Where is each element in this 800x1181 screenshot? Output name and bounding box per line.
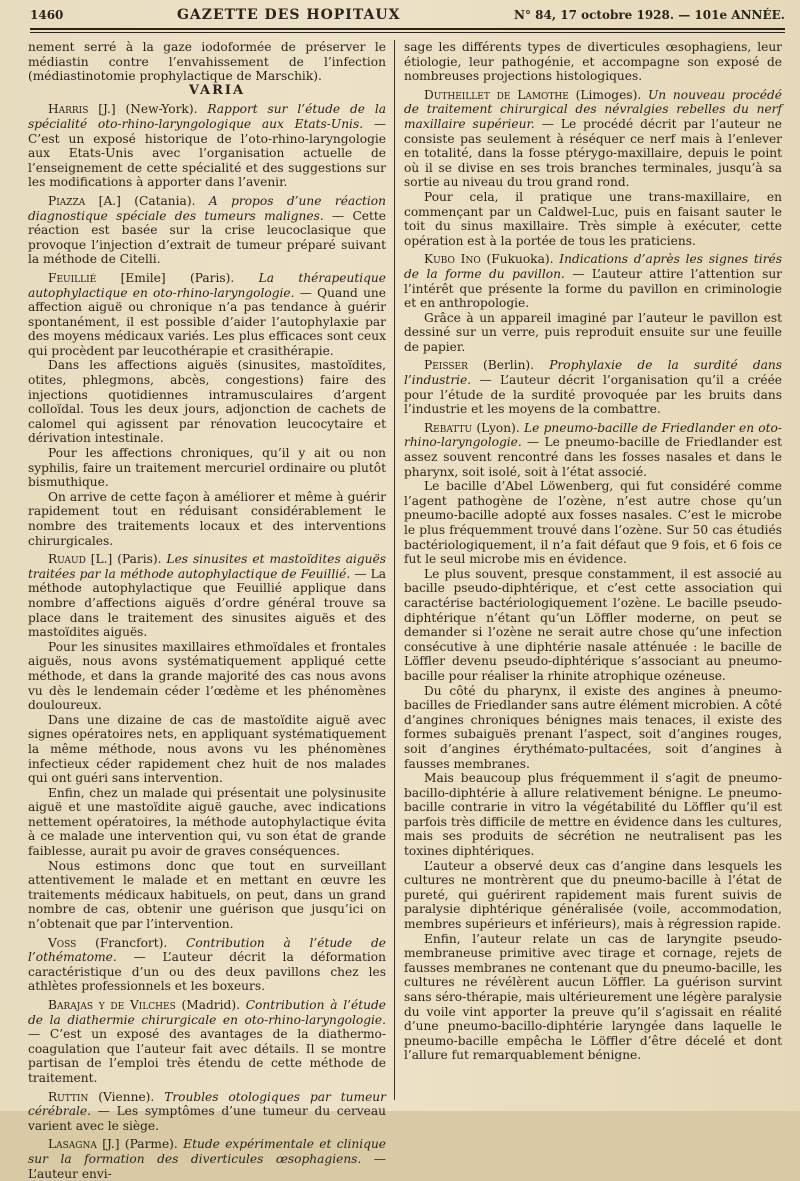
entry-affiliation: [Emile] (Paris).	[96, 270, 259, 285]
entry-affiliation: [L.] (Paris).	[85, 552, 167, 567]
right-column	[404, 40, 782, 1100]
paragraph: Nous estimons donc que tout en surveillant attentivement le malade et en mettant en œuvre les traitements médicaux habituels, on peut, dans un grand nombre de cas, obtenir une guérison que jusqu’ici on n’obtenait que par l’intervention.	[28, 858, 386, 932]
entry-lasagna	[28, 1137, 386, 1181]
entry-peisser	[404, 358, 782, 416]
entry-author: Ruttin	[48, 1089, 89, 1104]
page-number: 1460	[30, 8, 64, 22]
entry-author: Feuillié	[48, 270, 97, 285]
entry-title: Un nouveau procédé de traitement chirurgical des névralgies rebelles du nerf maxillaire supérieur.	[404, 87, 782, 131]
paragraph: L’auteur a observé deux cas d’angine dans lesquels les cultures ne montrèrent que du pneumo-bacille à l’état de pureté, qui guérirent rapidement mais furent suivis de paralysie diphtérique généralisée (voile, accommodation, membres supérieurs et inférieurs), mais à régression rapide.	[404, 858, 782, 932]
entry-affiliation: [J.] (Parme).	[96, 1137, 184, 1152]
entry-title: Prophylaxie de la surdité dans l’industrie.	[404, 358, 782, 388]
paragraph: Enfin, chez un malade qui présentait une polysinusite aiguë et une mastoïdite aiguë gauche, avec indications nettement opératoires, la méthode autophylactique évita à ce malade une intervention qui, vu son état de grande faiblesse, aurait pu avoir de graves conséquences.	[28, 785, 386, 859]
right-intro-paragraph: sage les différents types de diverticules œsophagiens, leur étiologie, leur pathogénie, et accompagne son exposé de nombreuses projections histologiques.	[404, 40, 782, 84]
header-rule	[30, 28, 785, 33]
column-divider	[394, 40, 395, 1100]
entry-author: Barajas y de Vilches	[48, 998, 176, 1012]
entry-body: — C’est un exposé historique de l’oto-rhino-laryngologie aux Etats-Unis avec l’organisation actuelle de l’enseignement de cette spécialité et des suggestions sur les modifications à apporter dans l’avenir.	[28, 116, 387, 190]
entry-author: Ruaud	[48, 552, 86, 567]
entry-body: — L’auteur décrit la déformation caractéristique d’un ou des deux pavillons chez les athlètes professionnels et les boxeurs.	[28, 950, 386, 994]
entry-body: — C’est un exposé des avantages de la diathermo-coagulation que l’auteur fait avec détails. Il se montre partisan de l’emploi très étendu de cette méthode de traitement.	[28, 1027, 386, 1085]
entry-affiliation: (Francfort).	[76, 935, 186, 950]
page-header	[30, 4, 785, 26]
entry-author: Voss	[48, 935, 77, 950]
entry-author: Dutheillet de Lamothe	[424, 87, 569, 102]
entry-kubo	[404, 252, 782, 310]
entry-title: La thérapeutique autophylactique en oto-rhino-laryngologie.	[28, 270, 386, 300]
entry-harris	[28, 102, 386, 190]
entry-title: Etude expérimentale et clinique sur la formation des diverticules œsophagiens.	[28, 1137, 387, 1166]
entry-author: Kubo Ino	[424, 252, 481, 267]
entry-dutheillet	[404, 88, 782, 190]
entry-title: Troubles otologiques par tumeur cérébrale.	[28, 1089, 386, 1119]
entry-ruaud	[28, 552, 386, 640]
entry-body: — Les symptômes d’une tumeur du cerveau varient avec le siège.	[28, 1104, 386, 1133]
entry-body: — Le procédé décrit par l’auteur ne consiste pas seulement à réséquer ce nerf mais à l’enlever en totalité, dans la fosse ptérygo-maxillaire, depuis le point où il se divise en ses trois branches terminales, jusqu’à sa sortie au niveau du trou grand rond.	[404, 116, 783, 190]
entry-title: Les sinusites et mastoïdites aiguës traitées par la méthode autophylactique de Feuillié.	[28, 552, 386, 581]
entry-ruttin	[28, 1090, 386, 1134]
entry-barajas	[28, 998, 386, 1086]
entry-title: Rapport sur l’étude de la spécialité oto-rhino-laryngologique aux Etats-Unis.	[28, 102, 386, 131]
paragraph: Pour les affections chroniques, qu’il y ait ou non syphilis, faire un traitement mercuriel ordinaire ou plutôt bismuthique.	[28, 446, 386, 490]
entry-author: Rebattu	[424, 420, 473, 435]
entry-affiliation: (Vienne).	[88, 1089, 165, 1104]
entry-title: Indications d’après les signes tirés de la forme du pavillon.	[404, 252, 782, 281]
paragraph: Pour cela, il pratique une trans-maxillaire, en commençant par un Caldwel-Luc, puis en faisant sauter le toit du sinus maxillaire. Très simple à exécuter, cette opération est à la portée de tous les praticiens.	[404, 189, 782, 248]
entry-rebattu	[404, 421, 782, 479]
entry-title: Le pneumo-bacille de Friedlander en oto-rhino-laryngologie.	[404, 420, 782, 450]
paragraph: Enfin, l’auteur relate un cas de laryngite pseudo-membraneuse primitive avec tirage et cornage, rejets de fausses membranes ne contenant que du pneumo-bacille, les cultures ne révélèrent aucun Löffler. La guérison survint sans séro-thérapie, mais ultérieurement une légère paralysie du voile vint apporter la preuve qu’il s’agissait en réalité d’une pneumo-bacillo-diphtérie laryngée dans laquelle le pneumo-bacille empêcha le Löffler d’être décelé et dont l’allure fut remarquablement bénigne.	[404, 931, 783, 1063]
entry-body: — Quand une affection aiguë ou chronique n’a pas tendance à guérir spontanément, il est possible d’aider l’autophylaxie par des moyens médicaux variés. Les plus efficaces sont ceux qui procèdent par leucothérapie et crasithérapie.	[28, 285, 386, 358]
entry-affiliation: (Fukuoka).	[480, 252, 560, 267]
paragraph: Le plus souvent, presque constamment, il est associé au bacille pseudo-diphtérique, et c’est cette association qui caractérise bactériologiquement l’ozène. Le bacille pseudo-diphtérique n’étant qu’un Löffler moderne, on peut se demander si l’ozène ne serait autre chose qu’une infection consécutive à une diphtérie nasale atténuée : le bacille de Löffler devenu pseudo-diphtérique s’associant au pneumo-bacille pour réaliser la rhinite atrophique ozéneuse.	[404, 566, 782, 683]
entry-body: — L’auteur décrit l’organisation qu’il a créée pour l’étude de la surdité provoquée par les bruits dans l’industrie et les moyens de la combattre.	[404, 373, 782, 417]
entry-body: — Cette réaction est basée sur la crise leucoclasique que provoque l’injection d’extrait de tumeur préparé suivant la méthode de Citelli.	[28, 208, 387, 267]
entry-author: Peisser	[424, 358, 468, 373]
entry-author: Lasagna	[48, 1137, 97, 1152]
journal-title: GAZETTE DES HOPITAUX	[176, 7, 401, 23]
entry-affiliation: [J.] (New-York).	[88, 102, 208, 117]
entry-piazza	[28, 194, 386, 267]
paragraph: Grâce à un appareil imaginé par l’auteur le pavillon est dessiné sur un verre, puis reproduit ensuite sur une feuille de papier.	[404, 310, 782, 354]
entry-affiliation: [A.] (Catania).	[85, 193, 209, 208]
paragraph: Mais beaucoup plus fréquemment il s’agit de pneumo-bacillo-diphtérie à allure relativement bénigne. Le pneumo-bacille contrarie in vitro la végétabilité du Löffler qu’il est parfois très difficile de mettre en évidence dans les cultures, mais ses produits de sécrétion ne neutralisent pas les toxines diphtériques.	[404, 771, 782, 859]
entry-affiliation: (Madrid).	[175, 998, 246, 1012]
left-column	[28, 40, 387, 1181]
paragraph: Dans les affections aiguës (sinusites, mastoïdites, otites, phlegmons, abcès, congestions) faire des injections quotidiennes intramusculaires d’argent colloïdal. Tous les deux jours, adjonction de cachets de calomel qui agissent par rénovation leucocytaire et dérivation intestinale.	[28, 358, 386, 446]
entry-body: — L’auteur envi-	[28, 1151, 386, 1181]
paragraph: On arrive de cette façon à améliorer et même à guérir rapidement tout en réduisant considérablement le nombre des traitements locaux et des interventions chirurgicales.	[28, 489, 386, 548]
entry-affiliation: (Berlin).	[467, 358, 550, 373]
paragraph: Pour les sinusites maxillaires ethmoïdales et frontales aiguës, nous avons systématiquement appliqué cette méthode, et dans la grande majorité des cas nous avons vu dès le lendemain céder l’œdème et les phénomènes douloureux.	[28, 639, 386, 713]
entry-title: A propos d’une réaction diagnostique spéciale des tumeurs malignes.	[28, 193, 386, 223]
entry-body: — Le pneumo-bacille de Friedlander est assez souvent rencontré dans les fosses nasales et dans le pharynx, soit isolé, soit à l’état associé.	[404, 435, 782, 479]
entry-voss	[28, 936, 386, 994]
section-title: VARIA	[188, 82, 246, 98]
entry-affiliation: (Limoges).	[568, 87, 648, 102]
paragraph: Du côté du pharynx, il existe des angines à pneumo-bacilles de Friedlander sans autre élément microbien. A côté d’angines chroniques bénignes mais tenaces, il existe des formes subaiguës prenant l’aspect, soit d’angines rouges, soit d’angines érythémato-pultacées, soit d’angines à fausses membranes.	[404, 683, 782, 771]
entry-author: Harris	[48, 102, 89, 117]
issue-info: N° 84, 17 octobre 1928. — 101e ANNÉE.	[514, 8, 785, 22]
entry-feuillie	[28, 271, 386, 359]
entry-body: — L’auteur attire l’attention sur l’intérêt que présente la forme du pavillon en criminologie et en anthropologie.	[404, 266, 782, 311]
entry-author: Piazza	[48, 193, 86, 208]
entry-title: Contribution à l’étude de l’othématome.	[28, 935, 386, 965]
paragraph: Le bacille d’Abel Löwenberg, qui fut considéré comme l’agent pathogène de l’ozène, n’est autre chose qu’un pneumo-bacille adopté aux fosses nasales. C’est le microbe le plus fréquemment trouvé dans l’ozène. Sur 50 cas étudiés bactériologiquement, il n’a fait défaut que 9 fois, et 6 fois ce fut le seul microbe mis en évidence.	[404, 479, 782, 567]
entry-body: — La méthode autophylactique que Feuillié applique dans nombre d’affections aiguës d’ordre général trouve sa place dans le traitement des sinusites aiguës et des mastoïdites aiguës.	[28, 566, 386, 640]
entry-title: Contribution à l’étude de la diathermie chirurgicale en oto-rhino-laryngologie.	[28, 998, 386, 1027]
paragraph: Dans une dizaine de cas de mastoïdite aiguë avec signes opératoires nets, en appliquant systématiquement la même méthode, nous avons vu les phénomènes infectieux céder rapidement chez huit de nos malades qui ont guéri sans intervention.	[28, 712, 386, 786]
left-intro-paragraph: nement serré à la gaze iodoformée de préserver le médiastin contre l’envahissement de l’infection (médiastinotomie prophylactique de Marschik).	[28, 40, 386, 84]
entry-affiliation: (Lyon).	[472, 420, 525, 435]
